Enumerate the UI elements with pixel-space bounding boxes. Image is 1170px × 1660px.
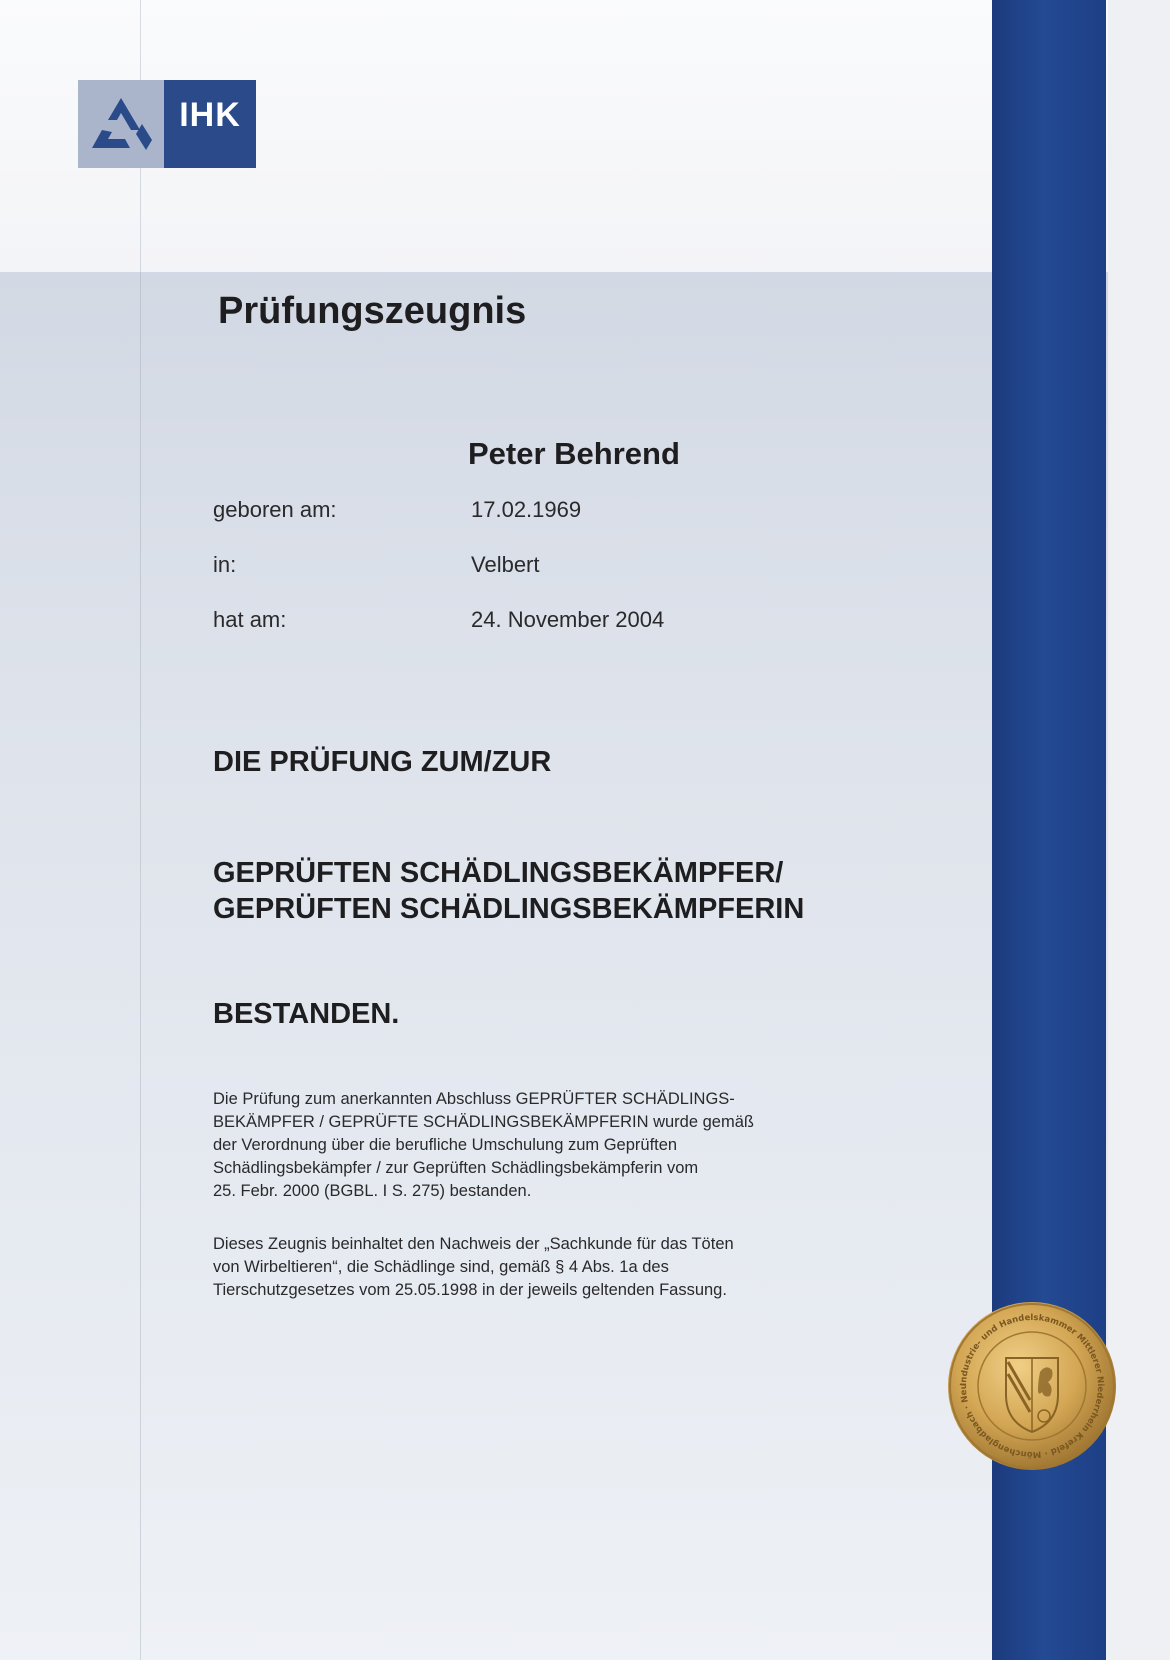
birthdate-value: 17.02.1969 (471, 497, 582, 522)
logo-text: IHK (179, 96, 241, 134)
birthdate-label: geboren am: (213, 497, 337, 522)
qualification-line: GEPRÜFTEN SCHÄDLINGSBEKÄMPFER/ (213, 857, 784, 889)
legal-paragraph (213, 1088, 754, 1203)
paragraph-line: Dieses Zeugnis beinhaltet den Nachweis der „Sachkunde für das Töten (213, 1235, 734, 1253)
qualification-line: GEPRÜFTEN SCHÄDLINGSBEKÄMPFERIN (213, 893, 805, 925)
ihk-logo (78, 80, 256, 168)
chamber-seal-icon (946, 1300, 1118, 1472)
birthplace-value: Velbert (471, 552, 540, 577)
paragraph-line: Tierschutzgesetzes vom 25.05.1998 in der jeweils geltenden Fassung. (213, 1281, 727, 1299)
paragraph-line: von Wirbeltieren“, die Schädlinge sind, gemäß § 4 Abs. 1a des (213, 1258, 669, 1276)
ihk-arrows-logo-icon (78, 80, 164, 168)
paragraph-line: 25. Febr. 2000 (BGBL. I S. 275) bestanden. (213, 1182, 532, 1200)
paragraph-line: Die Prüfung zum anerkannten Abschluss GEPRÜFTER SCHÄDLINGS- (213, 1090, 735, 1108)
logo-text-box (164, 80, 256, 168)
certificate-title: Prüfungszeugnis (218, 290, 527, 332)
exam-date-value: 24. November 2004 (471, 607, 665, 632)
paragraph-line: BEKÄMPFER / GEPRÜFTE SCHÄDLINGSBEKÄMPFERIN wurde gemäß (213, 1113, 754, 1131)
exam-date-label: hat am: (213, 607, 287, 632)
birthplace-label: in: (213, 552, 237, 577)
competence-paragraph (213, 1233, 734, 1302)
paragraph-line: der Verordnung über die berufliche Umschulung zum Geprüften (213, 1136, 678, 1154)
exam-heading: DIE PRÜFUNG ZUM/ZUR (213, 746, 552, 778)
result-text: BESTANDEN. (213, 998, 400, 1030)
person-name: Peter Behrend (468, 436, 680, 471)
paper-fold-line (140, 0, 141, 1660)
seal-inscription: Industrie- und Handelskammer Mittlerer Niederrhein Krefeld · Mönchengladbach · Neu (958, 1312, 1106, 1460)
paragraph-line: Schädlingsbekämpfer / zur Geprüften Schädlingsbekämpferin vom (213, 1159, 699, 1177)
